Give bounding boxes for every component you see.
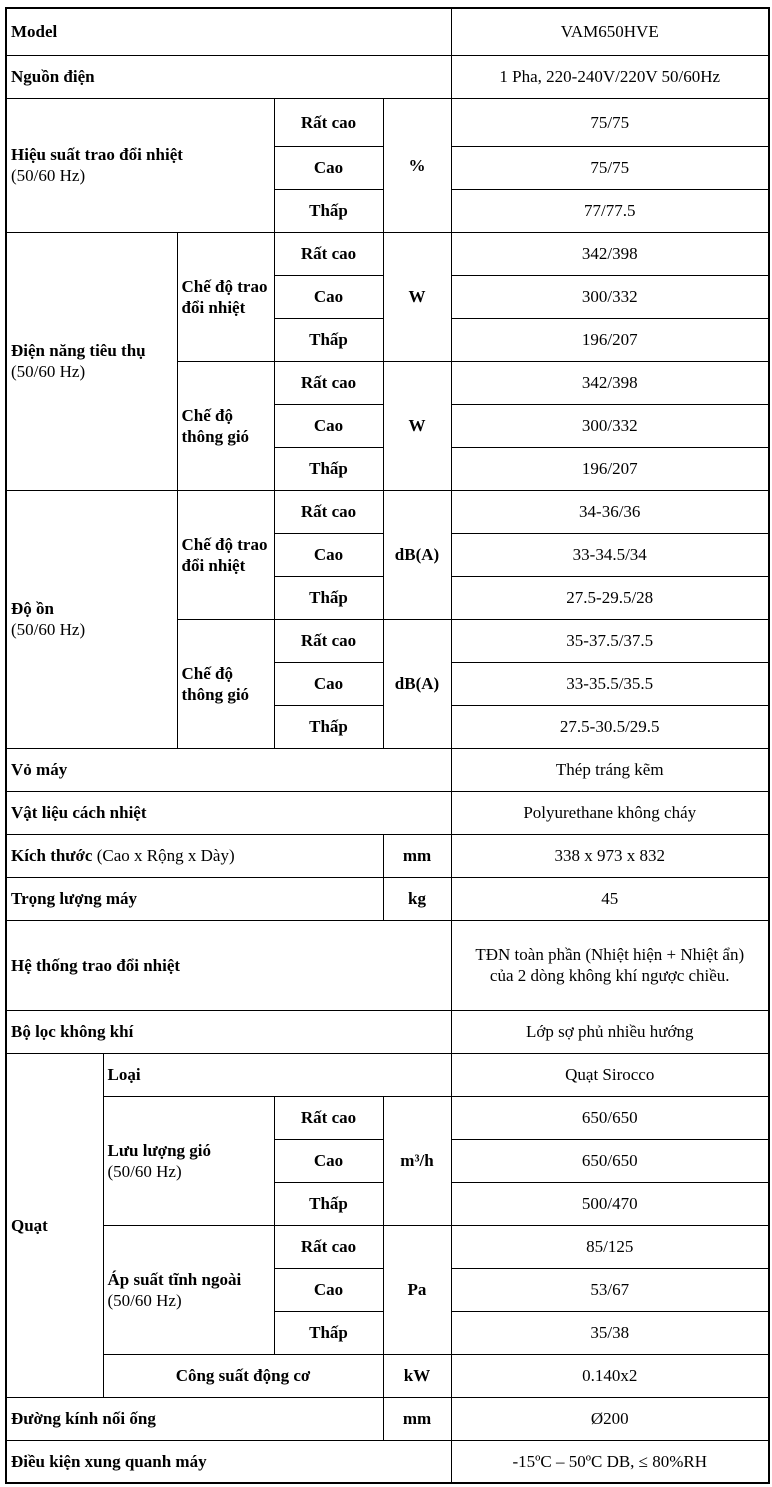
weight-value: 45: [451, 877, 769, 920]
efficiency-value-low: 77/77.5: [451, 189, 769, 232]
efficiency-label: Hiệu suất trao đổi nhiệt: [11, 145, 183, 164]
fan-pressure-value-very-high: 85/125: [451, 1225, 769, 1268]
row-power-hx-very-high: [6, 232, 769, 275]
power-hx-value-high: 300/332: [451, 275, 769, 318]
fan-type-label: Loại: [103, 1053, 451, 1096]
air-filter-value: Lớp sợ phủ nhiều hướng: [451, 1010, 769, 1053]
power-hx-value-low: 196/207: [451, 318, 769, 361]
row-air-filter: [6, 1010, 769, 1053]
efficiency-value-high: 75/75: [451, 146, 769, 189]
fan-airflow-unit: m³/h: [383, 1096, 451, 1225]
row-fan-pressure-very-high: [6, 1225, 769, 1268]
fan-type-value: Quạt Sirocco: [451, 1053, 769, 1096]
efficiency-unit: %: [383, 98, 451, 232]
heat-exchange-system-value-line2: của 2 dòng không khí ngược chiều.: [489, 966, 730, 985]
row-efficiency-very-high: [6, 98, 769, 146]
efficiency-label-cell: [6, 98, 274, 232]
model-label: Model: [6, 8, 451, 55]
fan-airflow-label-sub: (50/60 Hz): [107, 1161, 182, 1181]
row-ambient-conditions: [6, 1440, 769, 1483]
power-vent-level-very-high: Rất cao: [274, 361, 383, 404]
noise-hx-level-very-high: Rất cao: [274, 490, 383, 533]
power-vent-level-high: Cao: [274, 404, 383, 447]
row-fan-type: [6, 1053, 769, 1096]
row-fan-motor-power: [6, 1354, 769, 1397]
noise-vent-level-very-high: Rất cao: [274, 619, 383, 662]
noise-hx-unit: dB(A): [383, 490, 451, 619]
dimensions-unit: mm: [383, 834, 451, 877]
noise-label-sub: (50/60 Hz): [11, 620, 86, 639]
row-noise-hx-very-high: [6, 490, 769, 533]
heat-exchange-system-value-line1: TĐN toàn phần (Nhiệt hiện + Nhiệt ẩn): [475, 945, 745, 964]
row-casing: [6, 748, 769, 791]
power-hx-level-very-high: Rất cao: [274, 232, 383, 275]
duct-diameter-value: Ø200: [451, 1397, 769, 1440]
fan-airflow-level-very-high: Rất cao: [274, 1096, 383, 1139]
noise-vent-level-low: Thấp: [274, 705, 383, 748]
power-consumption-label: Điện năng tiêu thụ: [11, 341, 146, 360]
weight-unit: kg: [383, 877, 451, 920]
noise-hx-level-high: Cao: [274, 533, 383, 576]
fan-airflow-level-low: Thấp: [274, 1182, 383, 1225]
fan-pressure-level-very-high: Rất cao: [274, 1225, 383, 1268]
noise-vent-value-very-high: 35-37.5/37.5: [451, 619, 769, 662]
row-power-supply: [6, 55, 769, 98]
fan-airflow-level-high: Cao: [274, 1139, 383, 1182]
fan-motor-power-value: 0.140x2: [451, 1354, 769, 1397]
fan-pressure-label-cell: [103, 1225, 274, 1354]
row-insulation: [6, 791, 769, 834]
noise-vent-value-high: 33-35.5/35.5: [451, 662, 769, 705]
dimensions-value: 338 x 973 x 832: [451, 834, 769, 877]
efficiency-level-high: Cao: [274, 146, 383, 189]
insulation-label: Vật liệu cách nhiệt: [6, 791, 451, 834]
fan-airflow-value-very-high: 650/650: [451, 1096, 769, 1139]
power-consumption-label-cell: [6, 232, 177, 490]
fan-pressure-level-high: Cao: [274, 1268, 383, 1311]
power-hx-level-high: Cao: [274, 275, 383, 318]
ambient-conditions-value: -15ºC – 50ºC DB, ≤ 80%RH: [451, 1440, 769, 1483]
fan-airflow-label-cell: [103, 1096, 274, 1225]
power-vent-mode-label: Chế độ thông gió: [177, 361, 274, 490]
row-duct-diameter: [6, 1397, 769, 1440]
fan-motor-power-unit: kW: [383, 1354, 451, 1397]
heat-exchange-system-value: [451, 920, 769, 1010]
row-weight: [6, 877, 769, 920]
fan-airflow-label: Lưu lượng gió: [107, 1140, 212, 1160]
power-vent-level-low: Thấp: [274, 447, 383, 490]
noise-hx-mode-label: Chế độ trao đổi nhiệt: [177, 490, 274, 619]
noise-vent-level-high: Cao: [274, 662, 383, 705]
fan-pressure-label: Áp suất tĩnh ngoài: [107, 1269, 242, 1289]
casing-label: Vỏ máy: [6, 748, 451, 791]
dimensions-label-sub: (Cao x Rộng x Dày): [96, 846, 235, 865]
power-vent-value-very-high: 342/398: [451, 361, 769, 404]
power-hx-value-very-high: 342/398: [451, 232, 769, 275]
row-model: [6, 8, 769, 55]
noise-vent-unit: dB(A): [383, 619, 451, 748]
efficiency-value-very-high: 75/75: [451, 98, 769, 146]
efficiency-level-low: Thấp: [274, 189, 383, 232]
power-vent-unit: W: [383, 361, 451, 490]
efficiency-level-very-high: Rất cao: [274, 98, 383, 146]
air-filter-label: Bộ lọc không khí: [6, 1010, 451, 1053]
fan-pressure-unit: Pa: [383, 1225, 451, 1354]
efficiency-label-sub: (50/60 Hz): [11, 166, 86, 185]
model-value: VAM650HVE: [451, 8, 769, 55]
weight-label: Trọng lượng máy: [6, 877, 383, 920]
row-dimensions: [6, 834, 769, 877]
ambient-conditions-label: Điều kiện xung quanh máy: [6, 1440, 451, 1483]
fan-airflow-value-low: 500/470: [451, 1182, 769, 1225]
fan-pressure-label-sub: (50/60 Hz): [107, 1290, 182, 1310]
casing-value: Thép tráng kẽm: [451, 748, 769, 791]
noise-hx-value-low: 27.5-29.5/28: [451, 576, 769, 619]
noise-vent-value-low: 27.5-30.5/29.5: [451, 705, 769, 748]
row-heat-exchange-system: [6, 920, 769, 1010]
fan-airflow-value-high: 650/650: [451, 1139, 769, 1182]
noise-label: Độ ồn: [11, 599, 54, 618]
noise-hx-value-high: 33-34.5/34: [451, 533, 769, 576]
noise-label-cell: [6, 490, 177, 748]
row-fan-airflow-very-high: [6, 1096, 769, 1139]
insulation-value: Polyurethane không cháy: [451, 791, 769, 834]
spec-table: [5, 7, 770, 1484]
fan-pressure-value-high: 53/67: [451, 1268, 769, 1311]
dimensions-label: Kích thước: [11, 846, 93, 865]
power-hx-mode-label: Chế độ trao đổi nhiệt: [177, 232, 274, 361]
fan-label: Quạt: [6, 1053, 103, 1397]
dimensions-label-cell: [6, 834, 383, 877]
power-consumption-label-sub: (50/60 Hz): [11, 362, 86, 381]
duct-diameter-label: Đường kính nối ống: [6, 1397, 383, 1440]
noise-vent-mode-label: Chế độ thông gió: [177, 619, 274, 748]
power-hx-level-low: Thấp: [274, 318, 383, 361]
fan-motor-power-label: Công suất động cơ: [103, 1354, 383, 1397]
heat-exchange-system-label: Hệ thống trao đổi nhiệt: [6, 920, 451, 1010]
fan-pressure-level-low: Thấp: [274, 1311, 383, 1354]
power-supply-label: Nguồn điện: [6, 55, 451, 98]
noise-hx-value-very-high: 34-36/36: [451, 490, 769, 533]
power-vent-value-low: 196/207: [451, 447, 769, 490]
power-supply-value: 1 Pha, 220-240V/220V 50/60Hz: [451, 55, 769, 98]
power-vent-value-high: 300/332: [451, 404, 769, 447]
noise-hx-level-low: Thấp: [274, 576, 383, 619]
fan-pressure-value-low: 35/38: [451, 1311, 769, 1354]
duct-diameter-unit: mm: [383, 1397, 451, 1440]
power-hx-unit: W: [383, 232, 451, 361]
